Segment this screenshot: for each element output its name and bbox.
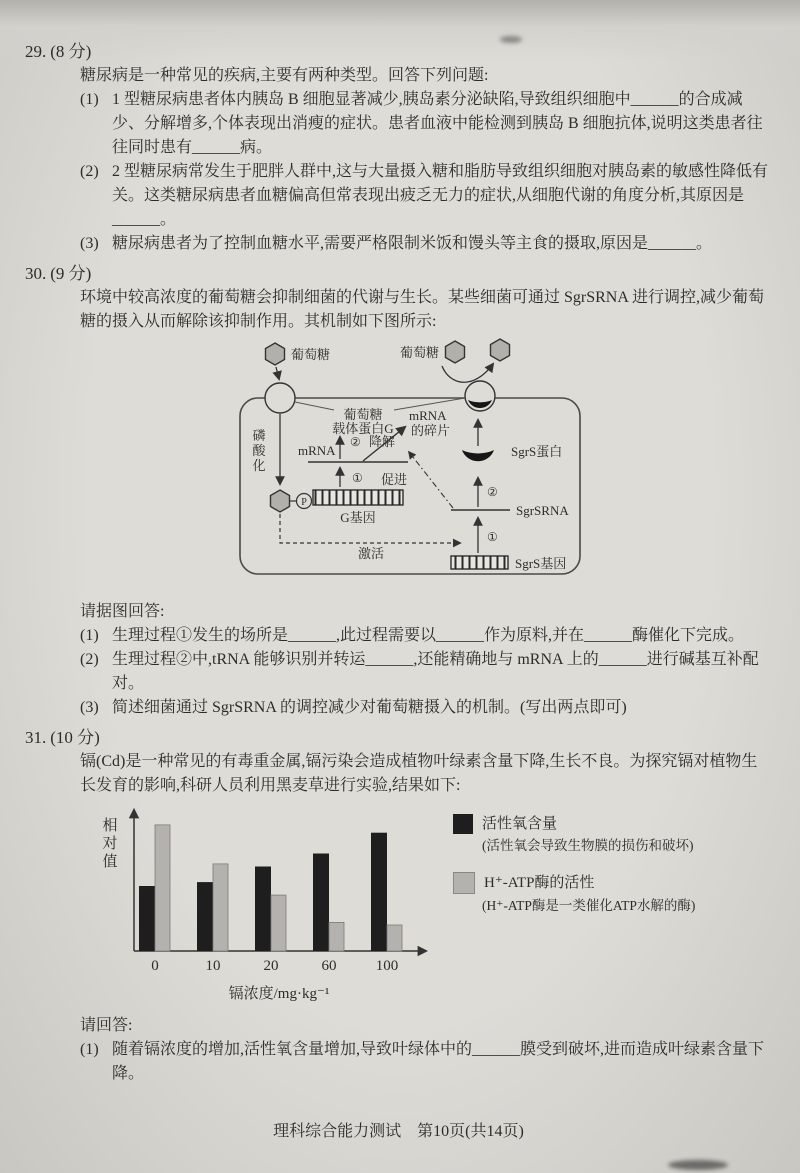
sgrsrna-label: SgrSRNA <box>516 503 569 518</box>
item-label: (3) <box>80 235 99 252</box>
scan-smudge <box>500 36 522 43</box>
x-tick-10: 10 <box>205 958 221 974</box>
promote-dashed-arrow <box>409 452 453 508</box>
bar-atpase-activity-60 <box>329 922 344 951</box>
item-text: 2 型糖尿病常发生于肥胖人群中,这与大量摄入糖和脂肪导致组织细胞对胰岛素的敏感性降低有关。这类糖尿病患者血糖偏高但常表现出疲乏无力的症状,从细胞代谢的角度分析,其原因是______。 <box>112 163 769 228</box>
sgrs-protein-label: SgrS蛋白 <box>511 444 563 459</box>
item-text: 生理过程①发生的场所是______,此过程需要以______作为原料,并在______酶催化下完成。 <box>112 627 745 644</box>
legend-swatch-black <box>453 814 473 834</box>
question-number: 31. <box>25 728 47 747</box>
question-score: (10 分) <box>50 728 100 747</box>
step1-left-label: ① <box>352 471 363 485</box>
legend-entry <box>453 814 695 856</box>
cell-membrane <box>240 398 580 574</box>
step2-left-label: ② <box>350 435 361 449</box>
page-footer: 理科综合能力测试 第10页(共14页) <box>273 1123 524 1140</box>
glucose-hexagon-right-2 <box>491 339 510 361</box>
mrna-frag-line1: mRNA <box>409 408 447 423</box>
question-score: (8 分) <box>50 42 92 61</box>
glucose-entry-arrow <box>276 367 279 379</box>
legend-entry <box>453 872 695 916</box>
bar-reactive-oxygen-10 <box>197 882 213 951</box>
bar-atpase-activity-100 <box>387 925 402 951</box>
item-label: (2) <box>80 163 99 180</box>
question-29 <box>25 40 772 256</box>
item-label: (1) <box>80 91 99 108</box>
x-axis-label: 镉浓度/mg·kg⁻¹ <box>228 986 330 1002</box>
carrier-protein-left-circle <box>265 383 295 413</box>
question-29-body <box>80 64 772 256</box>
phos-char-3: 化 <box>252 458 266 473</box>
activate-label: 激活 <box>358 546 385 561</box>
sgrs-gene-bar <box>451 556 508 569</box>
legend-label: H⁺-ATP酶的活性 <box>484 875 595 891</box>
x-tick-100: 100 <box>375 958 399 974</box>
mrna-label: mRNA <box>298 443 336 458</box>
legend-head <box>453 872 695 894</box>
question-item <box>80 232 772 256</box>
glucose-left-label: 葡萄糖 <box>291 347 331 362</box>
bar-series <box>139 825 402 951</box>
glucose-hexagon-left <box>266 343 285 365</box>
item-text: 1 型糖尿病患者体内胰岛 B 细胞显著减少,胰岛素分泌缺陷,导致组织细胞中______的合成减少、分解增多,个体表现出消瘦的症状。患者血液中能检测到胰岛 B 细胞抗体,说明这类患者往往同时患有______病。 <box>112 91 763 156</box>
item-text: 简述细菌通过 SgrSRNA 的调控减少对葡萄糖摄入的机制。(写出两点即可) <box>112 699 627 716</box>
item-text: 生理过程②中,tRNA 能够识别并转运______,还能精确地与 mRNA 上的______进行碱基互补配对。 <box>112 651 759 692</box>
question-prompt: 请回答: <box>80 1017 133 1034</box>
bar-reactive-oxygen-0 <box>139 886 155 951</box>
phos-char-1: 磷 <box>252 428 266 443</box>
question-30 <box>25 262 772 720</box>
carrier-label-line2: 载体蛋白G <box>332 421 394 436</box>
question-number: 29. <box>25 42 47 61</box>
g-gene-bar <box>313 490 403 505</box>
legend-swatch-gray <box>453 872 475 894</box>
question-number: 30. <box>25 264 47 283</box>
carrier-label-line1: 葡萄糖 <box>343 407 383 422</box>
question-item <box>80 696 772 720</box>
glucose-rejected-arrow <box>442 364 493 382</box>
item-label: (2) <box>80 651 99 668</box>
degrade-label: 降解 <box>369 434 396 449</box>
legend-note: (H⁺-ATP酶是一类催化ATP水解的酶) <box>482 898 696 913</box>
bar-chart <box>94 800 439 1012</box>
question-intro: 环境中较高浓度的葡萄糖会抑制细菌的代谢与生长。某些细菌可通过 SgrSRNA 进行调控,减少葡萄糖的摄入从而解除该抑制作用。其机制如下图所示: <box>80 289 765 330</box>
bar-reactive-oxygen-20 <box>255 867 271 952</box>
bar-reactive-oxygen-60 <box>313 854 329 952</box>
question-item <box>80 1038 772 1086</box>
glucose-hexagon-right-1 <box>446 341 465 363</box>
item-text: 随着镉浓度的增加,活性氧含量增加,导致叶绿体中的______膜受到破坏,进而造成叶绿素含量下降。 <box>112 1041 765 1082</box>
item-label: (1) <box>80 1041 99 1058</box>
question-item <box>80 160 772 232</box>
bar-atpase-activity-0 <box>155 825 170 951</box>
legend-note: (活性氧会导致生物膜的损伤和破坏) <box>482 838 694 853</box>
question-prompt: 请据图回答: <box>80 603 165 620</box>
chart-legend <box>453 814 695 1012</box>
legend-label: 活性氧含量 <box>482 816 558 832</box>
y-axis-label-char: 值 <box>102 854 118 870</box>
y-axis-label-char: 相 <box>102 818 118 834</box>
question-intro: 糖尿病是一种常见的疾病,主要有两种类型。回答下列问题: <box>80 67 489 84</box>
question-31-body <box>80 750 772 1086</box>
bar-reactive-oxygen-100 <box>371 833 387 951</box>
item-label: (1) <box>80 627 99 644</box>
mrna-frag-line2: 的碎片 <box>411 423 451 438</box>
question-item <box>80 648 772 696</box>
x-tick-0: 0 <box>151 958 159 974</box>
question-31 <box>25 726 772 1086</box>
question-29-head <box>25 40 772 64</box>
x-tick-60: 60 <box>321 958 337 974</box>
question-item <box>80 88 772 160</box>
question-score: (9 分) <box>50 264 92 283</box>
phos-char-2: 酸 <box>252 443 266 458</box>
glucose-right-label: 葡萄糖 <box>400 345 440 360</box>
question-30-head <box>25 262 772 286</box>
sgrs-gene-label: SgrS基因 <box>515 556 567 571</box>
glucose-phosphate-hexagon <box>271 490 290 512</box>
bar-atpase-activity-10 <box>213 864 228 951</box>
y-axis-label <box>102 817 117 870</box>
sgrs-mechanism-diagram <box>228 338 772 596</box>
y-axis-label-char: 对 <box>102 836 118 852</box>
sgrs-protein-crescent <box>462 450 494 461</box>
x-tick-labels <box>151 958 398 974</box>
step2-right-label: ② <box>487 485 498 499</box>
legend-head <box>453 814 695 834</box>
question-item <box>80 624 772 648</box>
diagram-svg <box>228 338 608 588</box>
step1-right-label: ① <box>487 530 498 544</box>
phosphate-symbol: P <box>301 497 307 508</box>
cadmium-experiment-figure <box>94 800 772 1012</box>
carrier-pointer-left <box>295 402 334 410</box>
scan-smudge <box>668 1160 728 1170</box>
bar-atpase-activity-20 <box>271 895 286 951</box>
question-intro: 镉(Cd)是一种常见的有毒重金属,镉污染会造成植物叶绿素含量下降,生长不良。为探究镉对植物生长发育的影响,科研人员利用黑麦草进行实验,结果如下: <box>80 753 758 794</box>
item-text: 糖尿病患者为了控制血糖水平,需要严格限制米饭和馒头等主食的摄取,原因是______。 <box>112 235 713 252</box>
promote-label: 促进 <box>381 472 408 487</box>
question-31-head <box>25 726 772 750</box>
item-label: (3) <box>80 699 99 716</box>
g-gene-label: G基因 <box>340 510 376 525</box>
question-30-body <box>80 286 772 720</box>
x-tick-20: 20 <box>263 958 279 974</box>
